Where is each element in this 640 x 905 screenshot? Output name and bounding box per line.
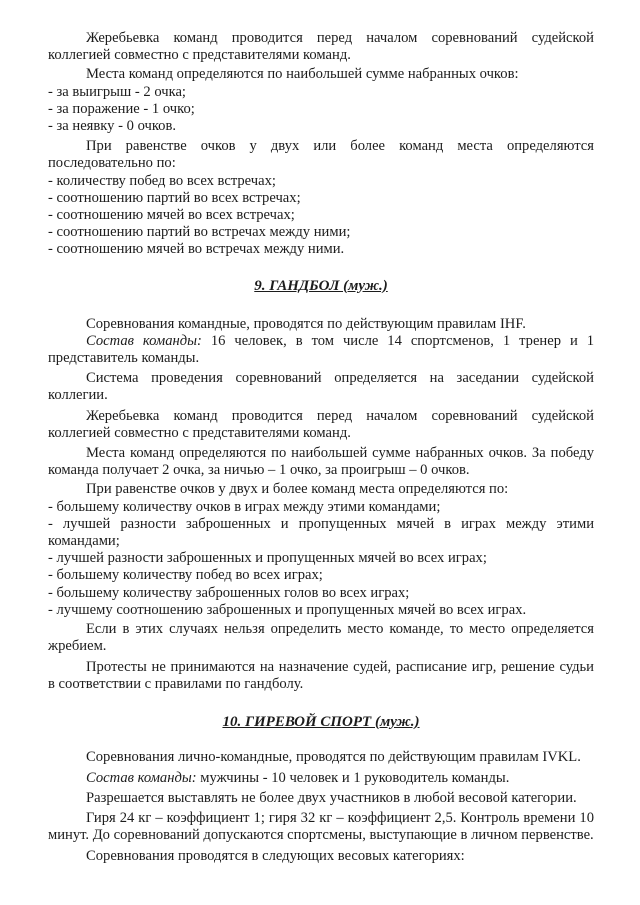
- tie-item: - большему количеству очков в играх между этими командами;: [48, 498, 441, 515]
- tie-item: - лучшей разности заброшенных и пропущенных мячей во всех играх;: [48, 550, 487, 567]
- section-heading-kettlebell: 10. ГИРЕВОЙ СПОРТ (муж.): [222, 713, 420, 730]
- kettlebell-allowed-paragraph: Разрешается выставлять не более двух участников в любой весовой категории.: [86, 790, 577, 807]
- tie-item: - соотношению мячей во всех встречах;: [48, 207, 295, 224]
- kettlebell-categories-paragraph: Соревнования проводятся в следующих весовых категориях:: [86, 847, 465, 864]
- draw-paragraph: Жеребьевка команд проводится перед началом соревнований судейской коллегией совместно с представителями команд.: [48, 30, 594, 64]
- handball-protest-paragraph: Протесты не принимаются на назначение судей, расписание игр, решение судьи в соответствии с правилами по гандболу.: [48, 658, 594, 692]
- points-item: - за выигрыш - 2 очка;: [48, 83, 186, 100]
- tie-item: - соотношению партий во встречах между ними;: [48, 224, 351, 241]
- handball-tie-paragraph: При равенстве очков у двух и более команд места определяются по:: [86, 481, 509, 498]
- kettlebell-rules-paragraph: Соревнования лично-командные, проводятся по действующим правилам IVKL.: [86, 748, 581, 765]
- tie-item: - большему количеству побед во всех играх;: [48, 567, 323, 584]
- handball-places-paragraph: Места команд определяются по наибольшей сумме набранных очков. За победу команда получает 2 очка, за ничью – 1 очко, за проигрыш – 0 очков.: [48, 445, 594, 479]
- tie-item: - лучшему соотношению заброшенных и пропущенных мячей во всех играх.: [48, 601, 527, 618]
- handball-system-paragraph: Система проведения соревнований определяется на заседании судейской коллегии.: [48, 370, 594, 404]
- tie-paragraph: При равенстве очков у двух или более команд места определяются последовательно по:: [48, 138, 594, 172]
- tie-item: - количеству побед во всех встречах;: [48, 172, 276, 189]
- team-text: 16 человек, в том числе 14 спортсменов, 1 тренер и 1 представитель команды.: [48, 332, 594, 367]
- kettlebell-weights-paragraph: Гиря 24 кг – коэффициент 1; гиря 32 кг – коэффициент 2,5. Контроль времени 10 минут. До соревнований допускаются спортсмены, выступающие в личном первенстве.: [48, 809, 594, 843]
- points-item: - за неявку - 0 очков.: [48, 118, 177, 135]
- handball-rules-paragraph: Соревнования командные, проводятся по действующим правилам IHF.: [86, 315, 526, 332]
- team-label: Состав команды:: [86, 770, 197, 787]
- places-paragraph: Места команд определяются по наибольшей сумме набранных очков:: [86, 66, 519, 83]
- handball-draw-paragraph: Жеребьевка команд проводится перед началом соревнований судейской коллегией совместно с представителями команд.: [48, 407, 594, 441]
- team-label: Состав команды:: [86, 332, 202, 349]
- handball-lot-paragraph: Если в этих случаях нельзя определить место команде, то место определяется жребием.: [48, 621, 594, 655]
- tie-item: - соотношению мячей во встречах между ними.: [48, 241, 345, 258]
- tie-item: - лучшей разности заброшенных и пропущенных мячей в играх между этими командами;: [48, 515, 594, 550]
- points-item: - за поражение - 1 очко;: [48, 100, 195, 117]
- kettlebell-team-paragraph: [48, 770, 594, 787]
- tie-item: - соотношению партий во всех встречах;: [48, 189, 301, 206]
- team-text: мужчины - 10 человек и 1 руководитель команды.: [196, 770, 510, 787]
- section-heading-handball: 9. ГАНДБОЛ (муж.): [254, 277, 388, 294]
- tie-item: - большему количеству заброшенных голов во всех играх;: [48, 584, 410, 601]
- handball-team-paragraph: [48, 333, 594, 367]
